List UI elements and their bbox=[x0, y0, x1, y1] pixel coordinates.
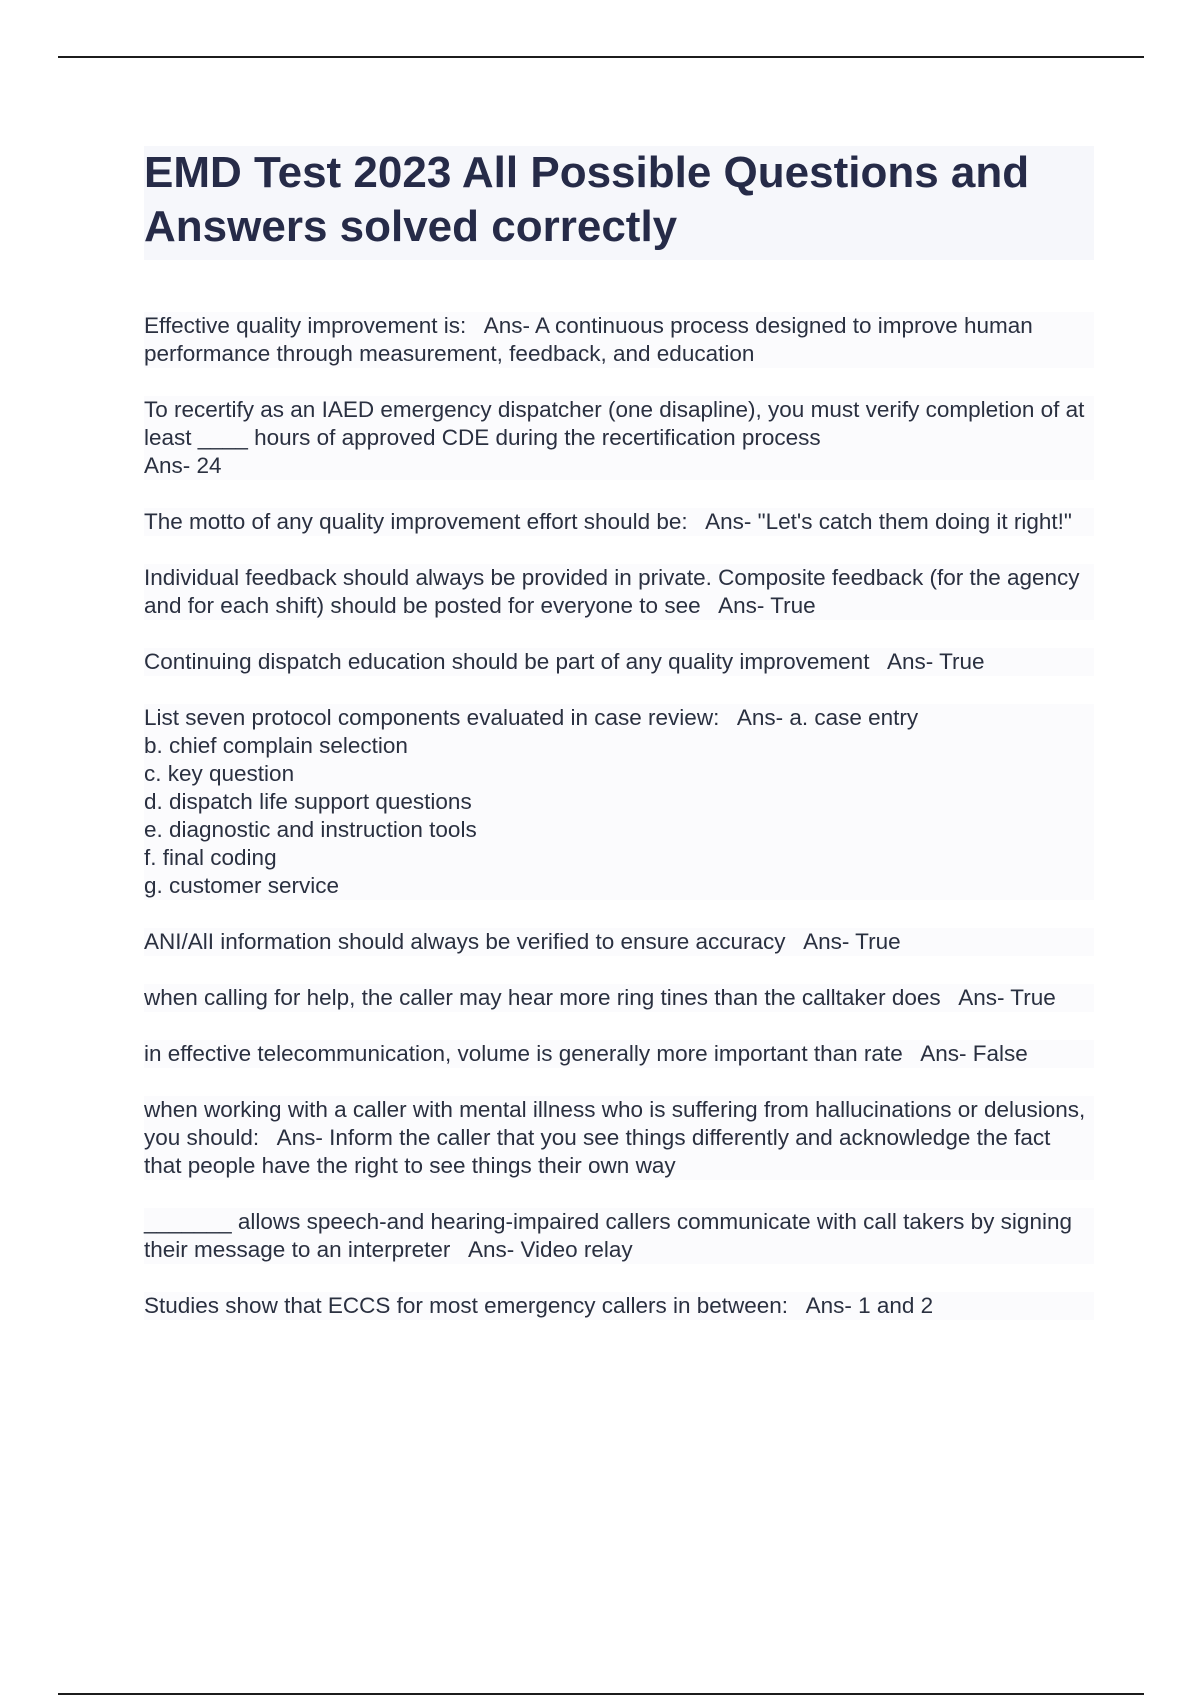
question-text: List seven protocol components evaluated in case review: bbox=[144, 705, 720, 730]
answer-text: Ans- True bbox=[803, 929, 901, 954]
answer-text: Ans- "Let's catch them doing it right!" bbox=[705, 509, 1072, 534]
qa-item bbox=[144, 928, 1094, 956]
question-text: To recertify as an IAED emergency dispatcher (one disapline), you must verify completion of at least ____ hours of approved CDE during the recertification process bbox=[144, 397, 1085, 450]
answer-text: Ans- a. case entry b. chief complain selection c. key question d. dispatch life support questions e. diagnostic and instruction tools f. final coding g. customer service bbox=[144, 705, 919, 898]
answer-text: Ans- True bbox=[718, 593, 816, 618]
bottom-rule bbox=[58, 1693, 1144, 1695]
question-text: _______ allows speech-and hearing-impaired callers communicate with call takers by signing their message to an interpreter bbox=[144, 1209, 1072, 1262]
qa-item bbox=[144, 1040, 1094, 1068]
qa-item bbox=[144, 1208, 1094, 1264]
document-title: EMD Test 2023 All Possible Questions and Answers solved correctly bbox=[144, 148, 1030, 251]
question-text: Continuing dispatch education should be part of any quality improvement bbox=[144, 649, 870, 674]
qa-item bbox=[144, 648, 1094, 676]
answer-text: Ans- 1 and 2 bbox=[805, 1293, 934, 1318]
answer-text: Ans- True bbox=[886, 649, 985, 674]
answer-text: Ans- 24 bbox=[144, 453, 222, 478]
question-text: in effective telecommunication, volume is generally more important than rate bbox=[144, 1041, 903, 1066]
qa-item bbox=[144, 508, 1094, 536]
answer-text: Ans- True bbox=[958, 985, 1056, 1010]
qa-item bbox=[144, 564, 1094, 620]
qa-item bbox=[144, 1096, 1094, 1180]
question-text: Studies show that ECCS for most emergency callers in between: bbox=[144, 1293, 789, 1318]
question-text: Individual feedback should always be provided in private. Composite feedback (for the agency and for each shift) should be posted for everyone to see bbox=[144, 565, 1080, 618]
question-text: Effective quality improvement is: bbox=[144, 313, 467, 338]
question-text: when calling for help, the caller may hear more ring tines than the calltaker does bbox=[144, 985, 941, 1010]
answer-text: Ans- False bbox=[920, 1041, 1028, 1066]
qa-item bbox=[144, 312, 1094, 368]
qa-item bbox=[144, 984, 1094, 1012]
question-text: ANI/AlI information should always be verified to ensure accuracy bbox=[144, 929, 786, 954]
qa-item bbox=[144, 1292, 1094, 1320]
qa-item bbox=[144, 704, 1094, 900]
answer-text: Ans- Video relay bbox=[467, 1237, 633, 1262]
answer-text: Ans- A continuous process designed to improve human performance through measurement, feedback, and education bbox=[144, 313, 1033, 366]
title-block bbox=[144, 146, 1094, 260]
top-rule bbox=[58, 56, 1144, 58]
question-text: The motto of any quality improvement effort should be: bbox=[144, 509, 688, 534]
qa-item bbox=[144, 396, 1094, 480]
question-text: when working with a caller with mental illness who is suffering from hallucinations or delusions, you should: bbox=[144, 1097, 1086, 1150]
document-body bbox=[144, 146, 1094, 1348]
answer-text: Ans- Inform the caller that you see things differently and acknowledge the fact that people have the right to see things their own way bbox=[144, 1125, 1051, 1178]
